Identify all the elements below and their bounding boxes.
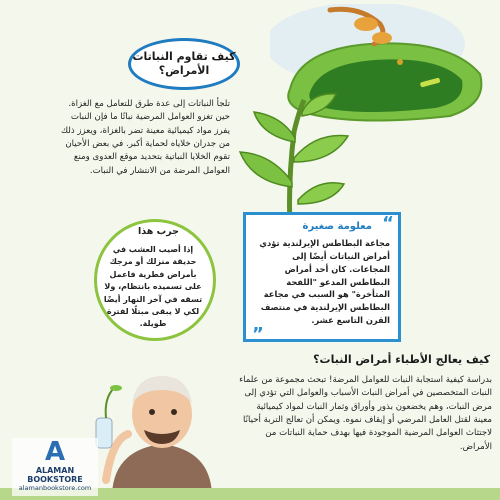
quote-open-icon: “: [382, 213, 394, 234]
logo-url: alamanbookstore.com: [18, 484, 92, 492]
scientist-illustration: [92, 370, 232, 494]
logo-letter: A: [44, 437, 66, 467]
section-paragraph: بدراسة كيفية استجابة النبات للعوامل المرضة! تبحث مجموعة من علماء النبات المتخصصين في أمراض النبات الأسباب والعوامل التي تؤدي إلى مرض النبات، وهم يخضعون بذور وأوراق وثمار النبات لمواد كيميائية معينة لقتل العامل المرضي أو إيقاف نموه. ويمكن أن تعالج التربة أحيانًا لاجتثاث العوامل المرضية الموجودة فيها بهدف حماية النباتات من الأمراض.: [239, 375, 492, 452]
question-bubble: [128, 38, 240, 90]
try-this-text: إذا أصيب العشب في حديقة منزلك أو مرجك بأمراض فطرية فاعمل على تسميده بانتظام، ولا تسقه في آخر النهار أيضًا لكي لا يبقى مبتلًا لفترة طويلة.: [103, 245, 203, 329]
quote-close-icon: ”: [252, 324, 264, 345]
sprout-illustration: [232, 92, 352, 224]
intro-paragraph: تلجأ النباتات إلى عدة طرق للتعامل مع الغزاة. حين تغزو العوامل المرضية نباتًا ما فإن النبات يفرز مواد كيميائية معينة تضر بالغزاة، ويعزز ذلك من جدران خلاياه لحماية أكبر. في بعض الأحيان تقوم الخلايا النباتية بتحديد موقع العدوى ومنع العوامل المرضة من الانتشار في النبات.: [60, 99, 230, 176]
question-bubble-title: كيف تقاوم النباتات الأمراض؟: [132, 49, 236, 77]
section-title: كيف يعالج الأطباء أمراض النبات؟: [313, 353, 490, 366]
try-this-circle: [94, 219, 216, 341]
info-box: [243, 212, 401, 345]
info-box-text: مجاعة البطاطس الإيرلندية تؤدي أمراض النباتات أيضًا إلى المجاعات. كان أحد أمراض البطاطس المدعو "اللفحة المتأخرة" هو السبب في مجاعة البطاطس الإيرلندية في منتصف القرن التاسع عشر.: [259, 238, 390, 326]
bookstore-logo: [12, 438, 98, 496]
logo-name: ALAMAN BOOKSTORE: [27, 466, 83, 484]
try-this-title: جرب هذا: [138, 226, 179, 237]
info-box-title: معلومة صغيرة: [302, 221, 372, 232]
